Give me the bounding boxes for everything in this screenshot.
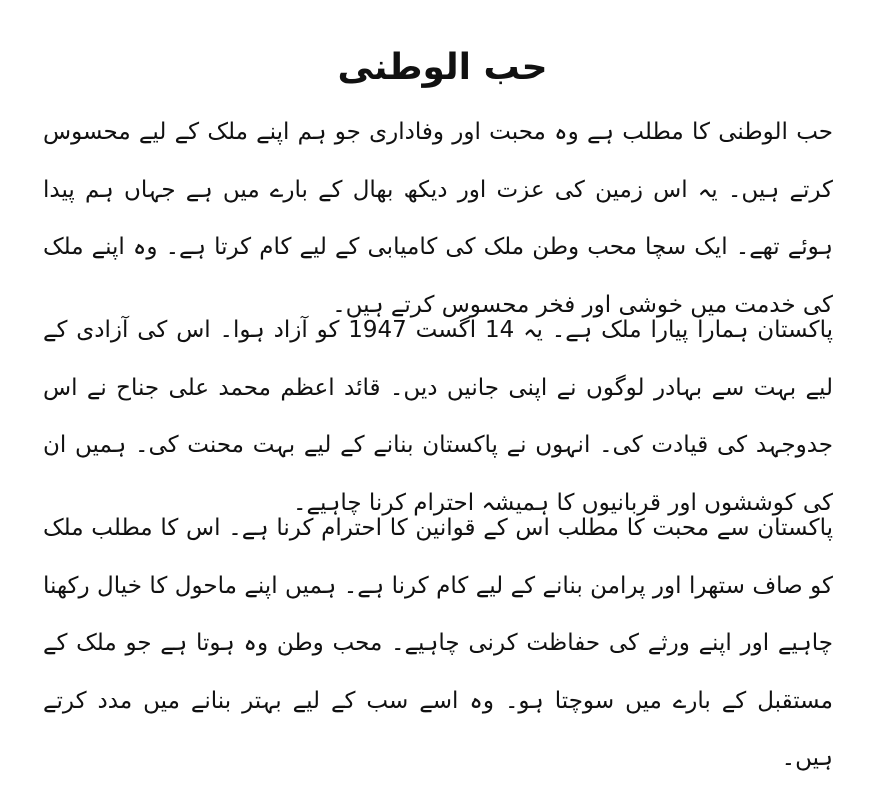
page-title: حب الوطنی xyxy=(337,47,548,89)
paragraph-2: پاکستان ہمارا پیارا ملک ہے۔ یہ 14 اگست 1947 کو آزاد ہوا۔ اس کی آزادی کے لیے بہت سے بہادر لوگوں نے اپنی جانیں دیں۔ قائد اعظم محمد علی جناح نے اس جدوجہد کی قیادت کی۔ انہوں نے پاکستان بنانے کے لیے بہت محنت کی۔ ہمیں ان کی کوششوں اور قربانیوں کا ہمیشہ احترام کرنا چاہیے۔ xyxy=(43,317,833,516)
paragraph-1: حب الوطنی کا مطلب ہے وہ محبت اور وفاداری جو ہم اپنے ملک کے لیے محسوس کرتے ہیں۔ یہ اس زمین کی عزت اور دیکھ بھال کے بارے میں ہے جہاں ہم پیدا ہوئے تھے۔ ایک سچا محب وطن ملک کی کامیابی کے لیے کام کرتا ہے۔ وہ اپنے ملک کی خدمت میں خوشی اور فخر محسوس کرتے ہیں۔ xyxy=(43,119,833,318)
paragraph-3: پاکستان سے محبت کا مطلب اس کے قوانین کا احترام کرنا ہے۔ اس کا مطلب ملک کو صاف ستھرا اور پرامن بنانے کے لیے کام کرنا ہے۔ ہمیں اپنے ماحول کا خیال رکھنا چاہیے اور اپنے ورثے کی حفاظت کرنی چاہیے۔ محب وطن وہ ہوتا ہے جو ملک کے مستقبل کے بارے میں سوچتا ہو۔ وہ اسے سب کے لیے بہتر بنانے میں مدد کرتے ہیں۔ xyxy=(43,515,833,771)
